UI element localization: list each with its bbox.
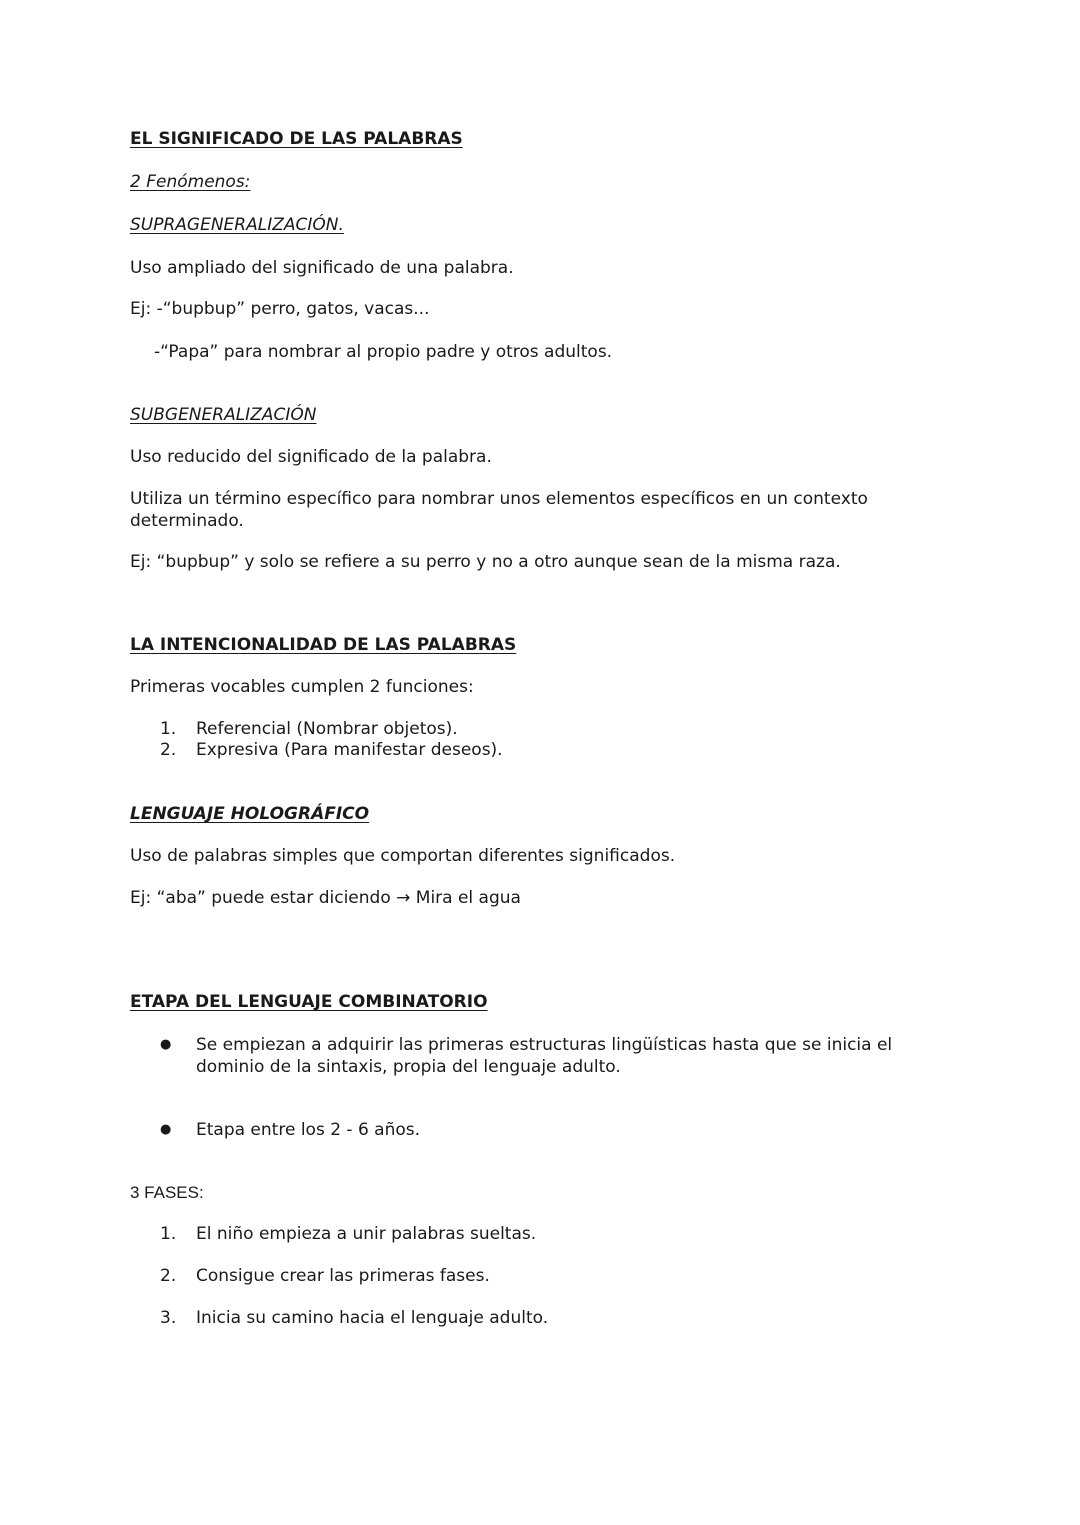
phase-marker: 3. [160,1308,177,1328]
supragen-example-1: Ej: -“bupbup” perro, gatos, vacas... [130,299,430,319]
intencionalidad-intro: Primeras vocables cumplen 2 funciones: [130,677,474,697]
phase-text: Inicia su camino hacia el lenguaje adulto. [196,1308,549,1328]
section-title-significado: EL SIGNIFICADO DE LAS PALABRAS [130,129,463,149]
supragen-example-2: -“Papa” para nombrar al propio padre y otros adultos. [154,342,613,362]
holografico-definition: Uso de palabras simples que comportan diferentes significados. [130,846,676,866]
phase-marker: 1. [160,1224,177,1244]
subgen-definition: Uso reducido del significado de la palabra. [130,447,492,467]
heading-holografico: LENGUAJE HOLOGRÁFICO [130,804,370,824]
supragen-definition: Uso ampliado del significado de una palabra. [130,258,514,278]
bullet-marker: ● [160,1037,172,1052]
subgen-explanation: Utiliza un término específico para nombrar unos elementos específicos en un contexto determinado. [130,489,868,531]
list-marker: 1. [160,719,177,739]
bullet-text: Se empiezan a adquirir las primeras estructuras lingüísticas hasta que se inicia el dominio de la sintaxis, propia del lenguaje adulto. [196,1035,893,1077]
subgen-example: Ej: “bupbup” y solo se refiere a su perro y no a otro aunque sean de la misma raza. [130,552,841,572]
bullet-marker: ● [160,1122,172,1137]
phase-marker: 2. [160,1266,177,1286]
list-item-text: Referencial (Nombrar objetos). [196,719,458,739]
phase-text: El niño empieza a unir palabras sueltas. [196,1224,537,1244]
section-title-combinatorio: ETAPA DEL LENGUAJE COMBINATORIO [130,992,488,1012]
phenomena-label: 2 Fenómenos: [130,172,251,192]
heading-supragen: SUPRAGENERALIZACIÓN. [130,215,344,235]
phase-text: Consigue crear las primeras fases. [196,1266,490,1286]
list-marker: 2. [160,740,177,760]
holografico-example: Ej: “aba” puede estar diciendo → Mira el agua [130,888,521,908]
phases-label: 3 FASES: [130,1183,204,1202]
bullet-text: Etapa entre los 2 - 6 años. [196,1120,421,1140]
section-title-intencionalidad: LA INTENCIONALIDAD DE LAS PALABRAS [130,635,517,655]
list-item-text: Expresiva (Para manifestar deseos). [196,740,503,760]
heading-subgen: SUBGENERALIZACIÓN [130,405,317,425]
